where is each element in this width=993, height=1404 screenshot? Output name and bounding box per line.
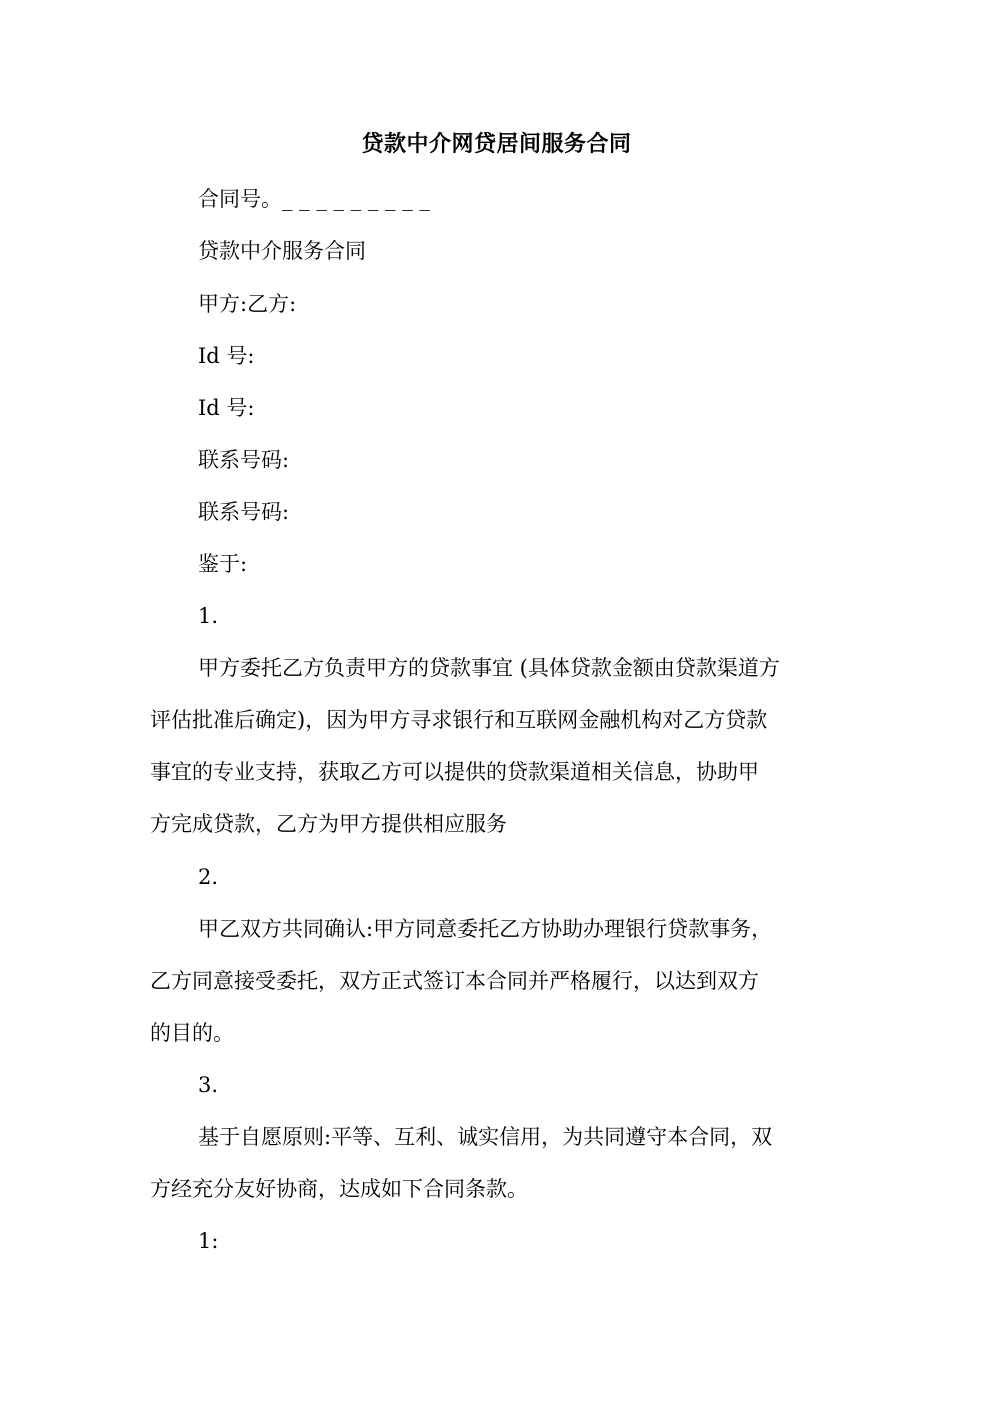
paragraph-line: 甲方委托乙方负责甲方的贷款事宜 (具体贷款金额由贷款渠道方 [198, 656, 780, 680]
paragraph-line: 甲乙双方共同确认:甲方同意委托乙方协助办理银行贷款事务， [198, 917, 773, 941]
paragraph-line: 评估批准后确定)，因为甲方寻求银行和互联网金融机构对乙方贷款 [150, 708, 768, 732]
item-number: 1. [198, 604, 219, 628]
party-line: 甲方:乙方: [198, 292, 297, 316]
contract-number: 合同号。_ _ _ _ _ _ _ _ _ [198, 187, 430, 211]
party-a-phone: 联系号码: [198, 448, 290, 472]
document-title: 贷款中介网贷居间服务合同 [361, 131, 632, 157]
paragraph-line: 乙方同意接受委托，双方正式签订本合同并严格履行，以达到双方 [150, 969, 759, 993]
item-number: 3. [198, 1073, 219, 1097]
item-number: 2. [198, 865, 219, 889]
party-b-phone: 联系号码: [198, 500, 290, 524]
paragraph-line: 基于自愿原则:平等、互利、诚实信用，为共同遵守本合同，双 [198, 1125, 773, 1149]
party-b-id: Id 号: [198, 396, 255, 420]
document-subtitle: 贷款中介服务合同 [198, 239, 366, 263]
party-a-id: Id 号: [198, 344, 255, 368]
paragraph-line: 的目的。 [150, 1021, 234, 1045]
paragraph-line: 方经充分友好协商，达成如下合同条款。 [150, 1177, 528, 1201]
paragraph-line: 事宜的专业支持，获取乙方可以提供的贷款渠道相关信息，协助甲 [150, 760, 759, 784]
paragraph-line: 方完成贷款，乙方为甲方提供相应服务 [150, 812, 507, 836]
whereas-heading: 鉴于: [198, 552, 248, 576]
clause-number: 1: [198, 1229, 219, 1253]
